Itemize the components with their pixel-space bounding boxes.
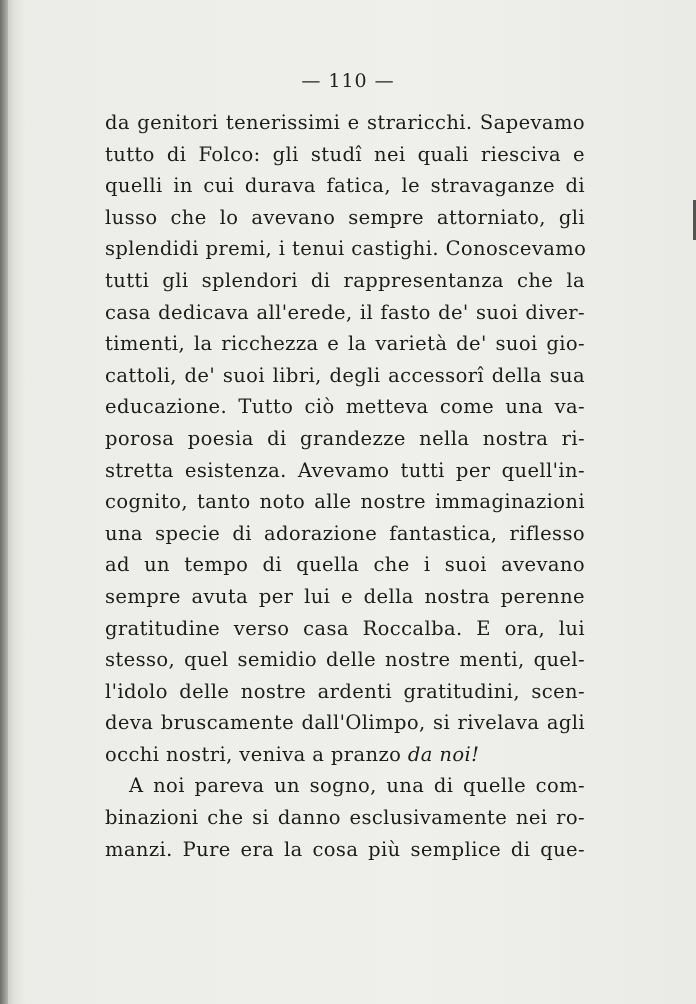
text-line-19: l'idolo delle nostre ardenti gratitudini, scen- [105, 679, 585, 703]
text-line-10: educazione. Tutto ciò metteva come una va- [105, 395, 585, 419]
text-line-6: tutti gli splendori di rappresentanza che la [105, 268, 585, 292]
text-line-21-roman: occhi nostri, veniva a pranzo [105, 742, 402, 766]
book-spine-shadow [0, 0, 8, 1004]
text-line-18: stesso, quel semidio delle nostre menti, quel- [105, 648, 585, 672]
text-line-12: stretta esistenza. Avevamo tutti per quell'in- [105, 458, 585, 482]
text-line-9: cattoli, de' suoi libri, degli accessorî della sua [105, 363, 585, 387]
text-line-8: timenti, la ricchezza e la varietà de' suoi gio- [105, 332, 585, 356]
text-line-17: gratitudine verso casa Roccalba. E ora, lui [105, 616, 585, 640]
text-line-2: tutto di Folco: gli studî nei quali riesciva e [105, 142, 585, 166]
text-line-21 [105, 739, 585, 771]
text-line-14: una specie di adorazione fantastica, riflesso [105, 521, 585, 545]
text-line-21-italic: da noi! [407, 742, 480, 766]
text-line-4: lusso che lo avevano sempre attorniato, gli [105, 205, 585, 229]
text-line-23: binazioni che si danno esclusivamente nei ro- [105, 806, 585, 830]
body-text [105, 107, 585, 865]
page-number-header: — 110 — [301, 70, 395, 92]
text-line-15: ad un tempo di quella che i suoi avevano [105, 553, 585, 577]
text-line-13: cognito, tanto noto alle nostre immaginazioni [105, 490, 585, 514]
text-line-11: porosa poesia di grandezze nella nostra ri- [105, 426, 585, 450]
text-line-1: da genitori tenerissimi e straricchi. Sapevamo [105, 111, 585, 134]
text-line-20: deva bruscamente dall'Olimpo, si rivelava agli [105, 711, 585, 735]
text-line-24: manzi. Pure era la cosa più semplice di que- [105, 837, 585, 861]
text-line-5: splendidi premi, i tenui castighi. Conoscevamo [105, 237, 587, 261]
text-line-7: casa dedicava all'erede, il fasto de' suoi diver- [105, 300, 585, 324]
text-line-22: A noi pareva un sogno, una di quelle com- [129, 774, 585, 798]
text-line-16: sempre avuta per lui e della nostra perenne [105, 584, 585, 608]
text-line-3: quelli in cui durava fatica, le stravaganze di [105, 174, 585, 198]
